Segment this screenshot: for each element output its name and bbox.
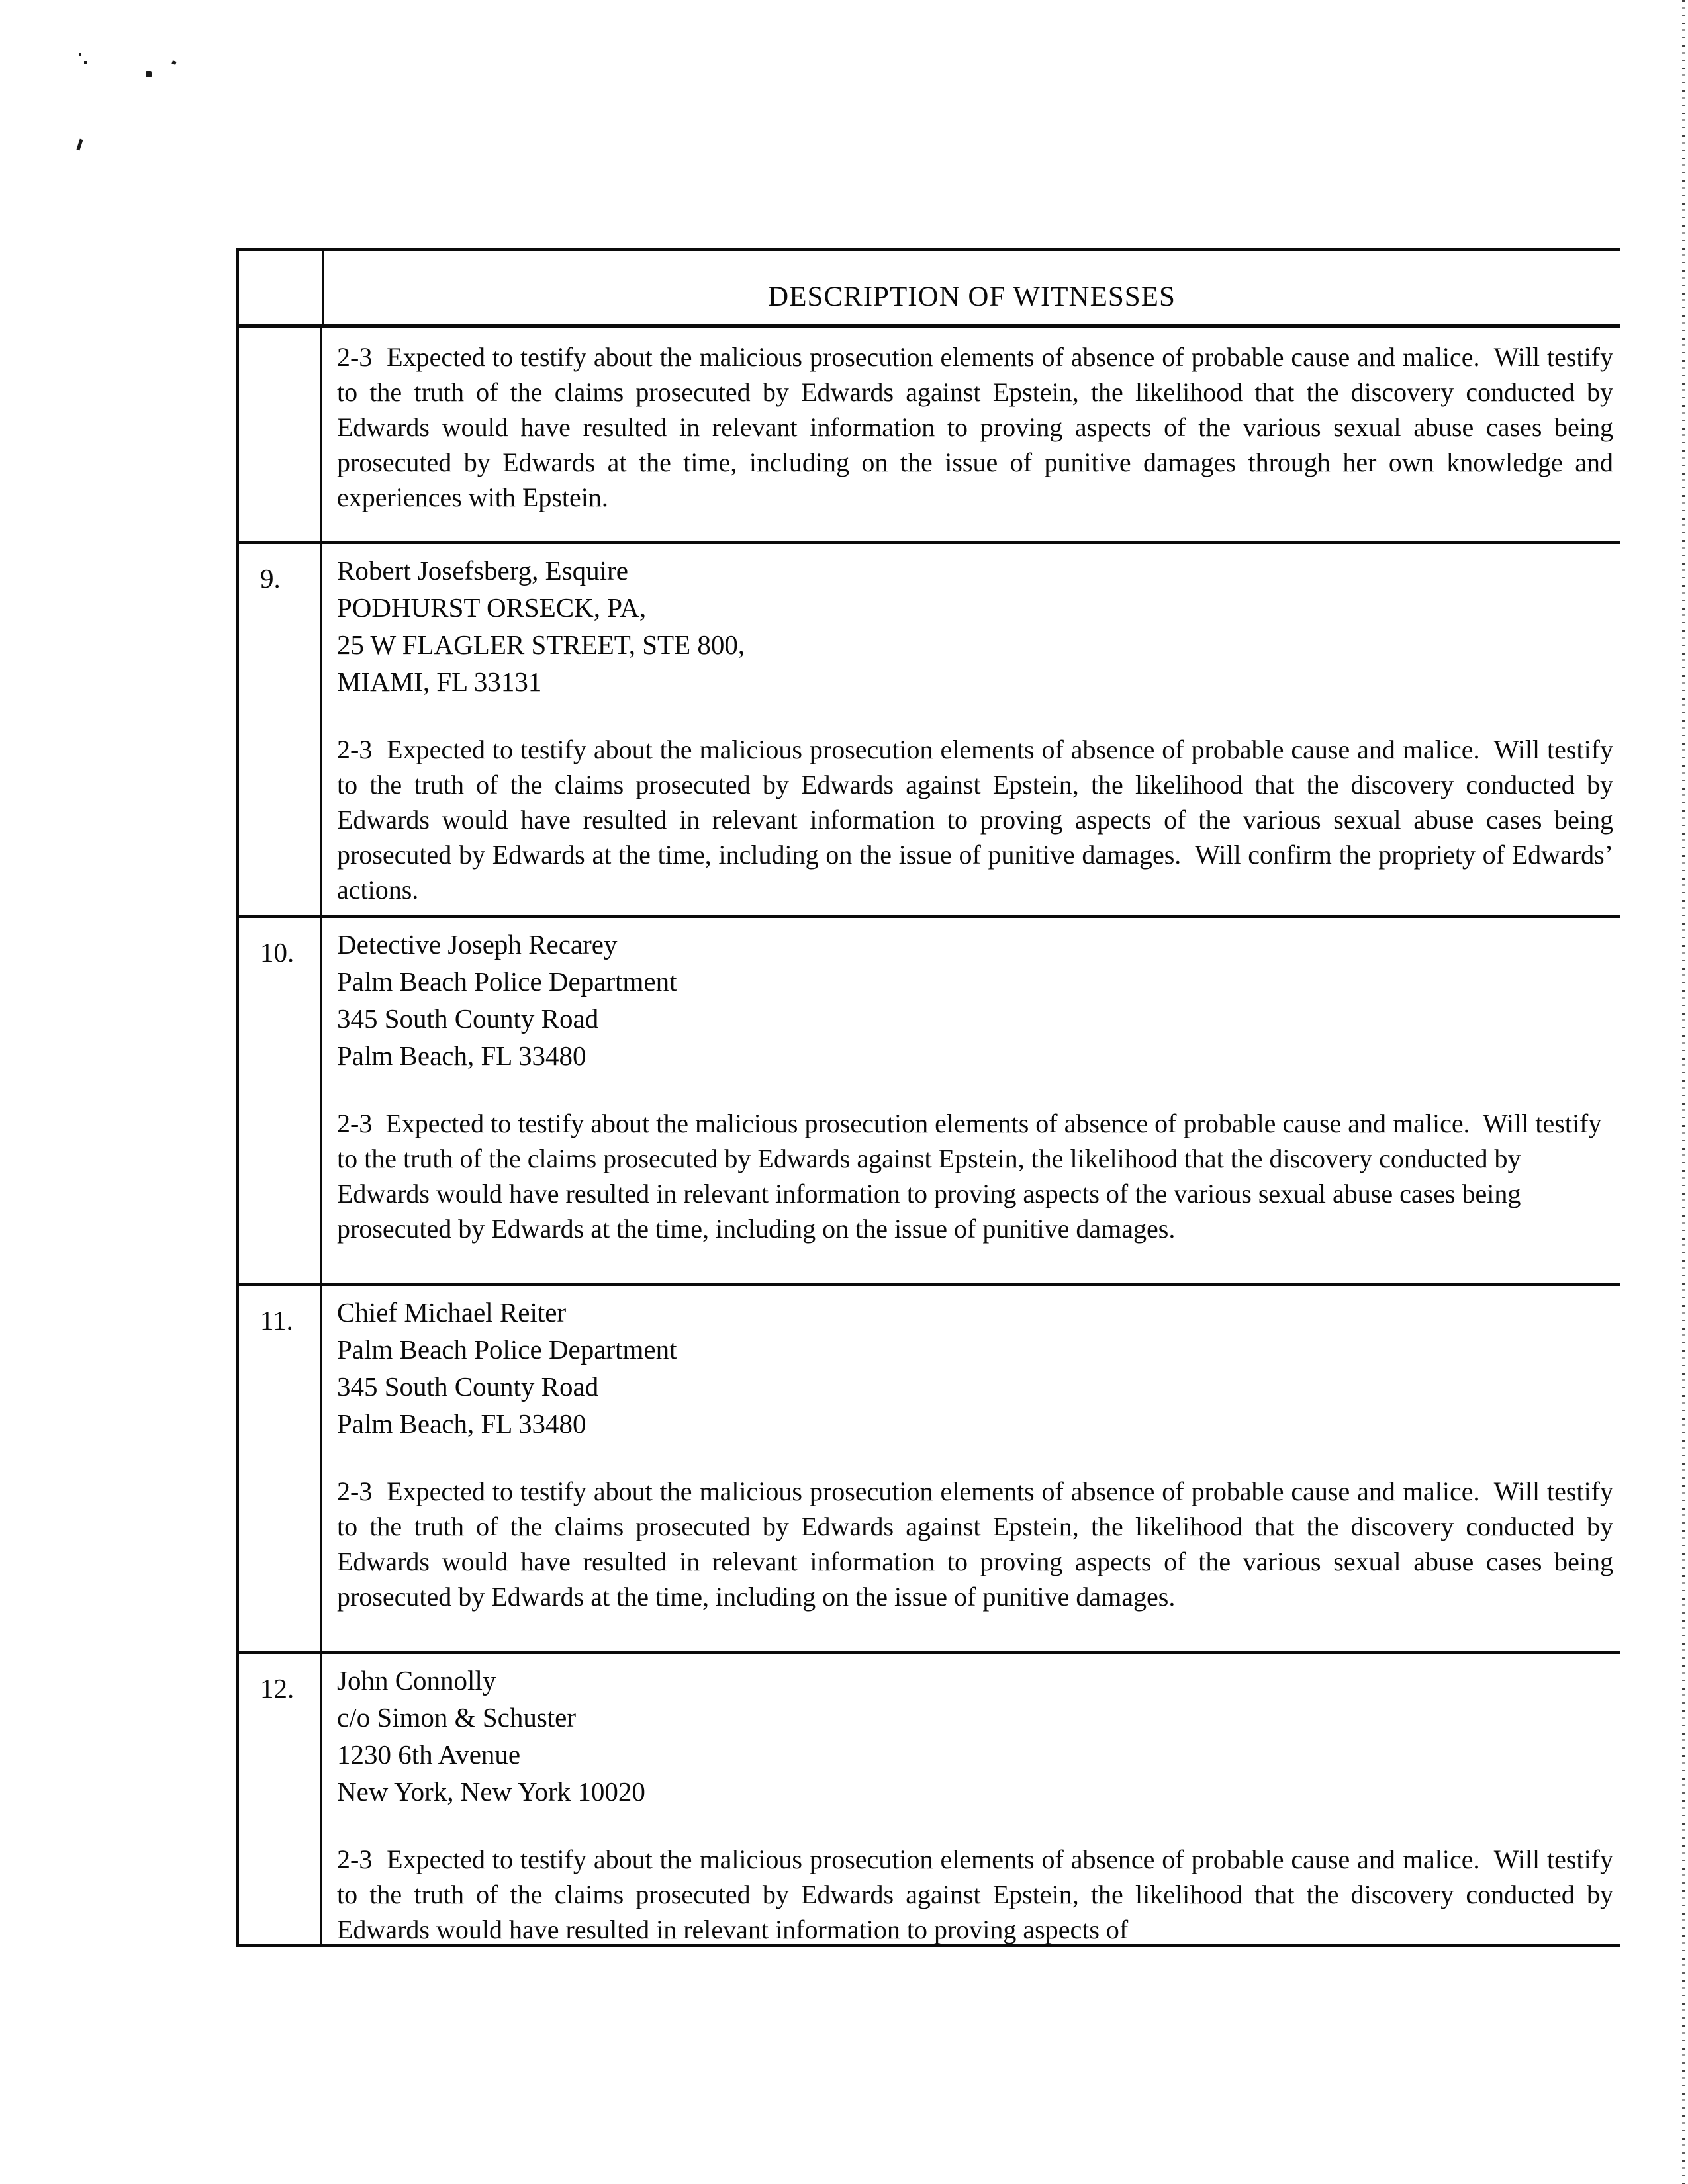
row-description-cell [322, 1654, 1620, 1947]
witness-address [337, 1662, 1613, 1810]
address-line: 345 South County Road [337, 1371, 599, 1402]
row-number-cell [239, 1654, 322, 1947]
witness-address [337, 926, 1613, 1074]
witness-address [337, 1294, 1613, 1442]
row-number-cell [239, 1286, 322, 1651]
row-description-cell [322, 328, 1620, 541]
scan-speck [171, 60, 176, 65]
witness-description: 2-3 Expected to testify about the malicious prosecution elements of absence of probable cause and malice. Will testify to the truth of the claims prosecuted by Edwards against Epstein, the likelihood that the discovery conducted by Edwards would have resulted in relevant information to proving aspects of the various sexual abuse cases being prosecuted by Edwards at the time, including on the issue of punitive damages. [337, 1109, 1609, 1244]
witness-address [337, 552, 1613, 700]
address-line: Chief Michael Reiter [337, 1297, 567, 1328]
row-number: 9. [260, 563, 281, 594]
address-line: 1230 6th Avenue [337, 1739, 521, 1770]
row-number: 12. [260, 1673, 295, 1704]
address-line: Palm Beach, FL 33480 [337, 1408, 586, 1439]
row-number-cell [239, 918, 322, 1283]
witness-row [239, 918, 1620, 1286]
address-line: 25 W FLAGLER STREET, STE 800, [337, 629, 745, 660]
address-line: Detective Joseph Recarey [337, 929, 618, 960]
row-number: 11. [260, 1305, 293, 1336]
table-header-row [239, 251, 1620, 328]
address-line: PODHURST ORSECK, PA, [337, 592, 647, 623]
address-line: MIAMI, FL 33131 [337, 666, 542, 697]
row-number-cell [239, 544, 322, 915]
row-number-cell [239, 328, 322, 541]
witness-description: 2-3 Expected to testify about the malicious prosecution elements of absence of probable cause and malice. Will testify to the truth of the claims prosecuted by Edwards against Epstein, the likelihood that the discovery conducted by Edwards would have resulted in relevant information to proving aspects of the various sexual abuse cases being prosecuted by Edwards at the time, including on the issue of punitive damages. [337, 1477, 1620, 1612]
address-line: Robert Josefsberg, Esquire [337, 555, 628, 586]
row-description-cell [322, 918, 1620, 1283]
scan-speck [79, 53, 81, 56]
address-line: 345 South County Road [337, 1003, 599, 1034]
witness-description: 2-3 Expected to testify about the malicious prosecution elements of absence of probable cause and malice. Will testify to the truth of the claims prosecuted by Edwards against Epstein, the likelihood that the discovery conducted by Edwards would have resulted in relevant information to proving aspects of the various sexual abuse cases being prosecuted by Edwards at the time, including on the issue of punitive damages through her own knowledge and experiences with Epstein. [337, 342, 1620, 512]
row-description-cell [322, 1286, 1620, 1651]
scan-speck [76, 139, 83, 151]
witness-row [239, 1654, 1620, 1947]
table-rows [239, 328, 1620, 1947]
witness-description: 2-3 Expected to testify about the malicious prosecution elements of absence of probable cause and malice. Will testify to the truth of the claims prosecuted by Edwards against Epstein, the likelihood that the discovery conducted by Edwards would have resulted in relevant information to proving aspects of [337, 1844, 1620, 1944]
scan-speck [146, 71, 152, 77]
row-number: 10. [260, 937, 295, 968]
witness-row [239, 1286, 1620, 1654]
address-line: New York, New York 10020 [337, 1776, 645, 1807]
scan-artifact-right-edge [1682, 0, 1685, 2184]
table-header-title: DESCRIPTION OF WITNESSES [768, 281, 1176, 312]
address-line: c/o Simon & Schuster [337, 1702, 577, 1733]
address-line: Palm Beach Police Department [337, 1334, 677, 1365]
witness-row [239, 328, 1620, 544]
address-line: John Connolly [337, 1665, 496, 1696]
witness-row [239, 544, 1620, 918]
row-description-cell [322, 544, 1620, 915]
witness-description: 2-3 Expected to testify about the malicious prosecution elements of absence of probable cause and malice. Will testify to the truth of the claims prosecuted by Edwards against Epstein, the likelihood that the discovery conducted by Edwards would have resulted in relevant information to proving aspects of the various sexual abuse cases being prosecuted by Edwards at the time, including on the issue of punitive damages. Will confirm the propriety of Edwards’ actions. [337, 735, 1620, 905]
address-line: Palm Beach, FL 33480 [337, 1040, 586, 1071]
witness-table [236, 248, 1620, 1947]
address-line: Palm Beach Police Department [337, 966, 677, 997]
scan-speck [84, 61, 87, 64]
